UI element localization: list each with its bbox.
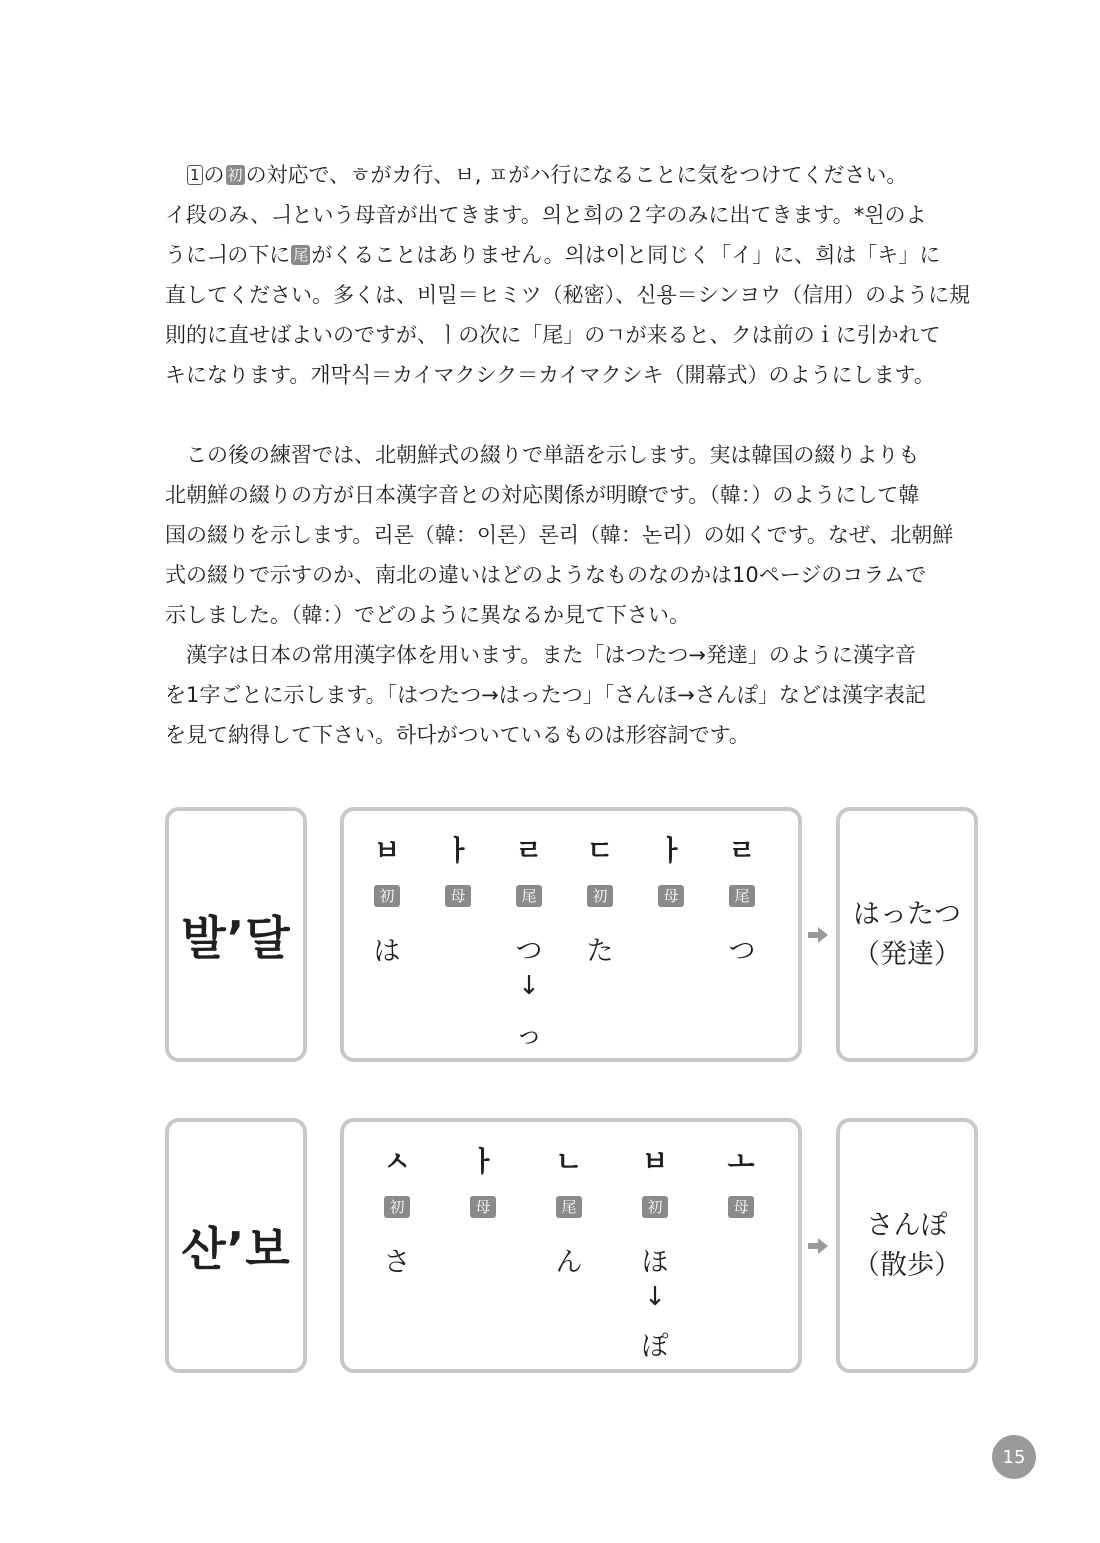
position-tag: 母 [658,885,684,907]
jamo-letter: ㅂ [373,834,401,867]
text-segment: がくることはありません。의は이と同じく「イ」に、희は「キ」に [311,243,941,267]
position-tag: 初 [587,885,613,907]
position-tag: 母 [728,1196,754,1218]
kana-reading: つ [515,936,543,967]
example-2-result-kanji: （散歩） [853,1249,961,1281]
converted-kana: っ [515,1020,543,1051]
number-tag: 1 [187,165,203,185]
example-1-word: 발’달 [181,910,291,965]
position-tag: 尾 [556,1196,582,1218]
kana-reading: ほ [641,1247,669,1278]
paragraph-2-line-3: 国の綴りを示します。리론（韓：이론）론리（韓：논리）の如くです。なぜ、北朝鮮 [165,523,954,547]
jamo-letter: ㅏ [444,834,472,867]
paragraph-1-line-1 [165,155,980,195]
position-tag: 尾 [516,885,542,907]
paragraph-1-line-5: 則的に直せばよいのですが、ㅣの次に「尾」のㄱが来ると、クは前のｉに引かれて [165,323,941,347]
jamo-letter: ㅅ [383,1145,411,1178]
jamo-letter: ㄴ [555,1145,583,1178]
page-number: 15 [992,1435,1036,1479]
text-segment: の [203,163,225,187]
final-tag: 尾 [293,246,309,264]
jamo-letter: ㄷ [586,834,614,867]
converted-kana: ぽ [641,1331,669,1362]
text-segment: うにㅢの下に [165,243,291,267]
paragraph-2-line-2: 北朝鮮の綴りの方が日本漢字音との対応関係が明瞭です。（韓：）のようにして韓 [165,483,920,507]
kana-reading: さ [383,1247,411,1278]
example-2-result-reading: さんぽ [866,1209,948,1241]
paragraph-2-line-5: 示しました。（韓：）でどのように異なるか見て下さい。 [165,603,690,627]
jamo-letter: ㅏ [657,834,685,867]
paragraph-1-line-3 [165,235,980,275]
kana-reading: は [373,936,401,967]
example-1-result-reading: はったつ [853,898,961,930]
example-2-result-card [836,1118,978,1373]
down-arrow-icon: ↓ [644,1282,666,1312]
paragraph-1-line-6: キになります。개막식＝カイマクシク＝カイマクシキ（開幕式）のようにします。 [165,363,935,387]
paragraph-3-line-1: 漢字は日本の常用漢字体を用います。また「はつたつ→発達」のように漢字音 [186,643,916,667]
text-segment: の対応で、ㅎがカ行、ㅂ, ㅍがハ行になることに気をつけてください。 [245,163,908,187]
paragraph-3-line-2: を1字ごとに示します。「はつたつ→はったつ」「さんほ→さんぽ」などは漢字表記 [165,683,926,707]
paragraph-2-line-4: 式の綴りで示すのか、南北の違いはどのようなものなのかは10ページのコラムで [165,563,927,587]
example-2-word: 산’보 [181,1221,291,1276]
paragraph-1-line-2: イ段のみ、ㅢという母音が出てきます。의と희の２字のみに出てきます。*읜のよ [165,203,927,227]
paragraph-3-line-3: を見て納得して下さい。하다がついているものは形容詞です。 [165,723,750,747]
position-tag: 初 [642,1196,668,1218]
example-2-breakdown-card [340,1118,802,1373]
jamo-letter: ㅏ [469,1145,497,1178]
body-text [165,155,980,755]
position-tag: 母 [445,885,471,907]
kana-reading: た [586,936,614,967]
example-2-word-card [165,1118,307,1373]
example-1-right-arrow-icon [806,923,830,947]
paragraph-2-line-1: この後の練習では、北朝鮮式の綴りで単語を示します。実は韓国の綴りよりも [186,443,920,467]
jamo-letter: ㅗ [727,1145,755,1178]
initial-tag: 初 [227,166,243,184]
example-1-breakdown-card [340,807,802,1062]
example-2-right-arrow-icon [806,1234,830,1258]
position-tag: 尾 [729,885,755,907]
example-1-result-card [836,807,978,1062]
jamo-letter: ㄹ [728,834,756,867]
down-arrow-icon: ↓ [518,971,540,1001]
kana-reading: つ [728,936,756,967]
position-tag: 初 [374,885,400,907]
position-tag: 母 [470,1196,496,1218]
example-1-word-card [165,807,307,1062]
position-tag: 初 [384,1196,410,1218]
kana-reading: ん [555,1247,583,1278]
jamo-letter: ㅂ [641,1145,669,1178]
example-1-result-kanji: （発達） [853,938,961,970]
paragraph-1-line-4: 直してください。多くは、비밀＝ヒミツ（秘密）、신용＝シンヨウ（信用）のように規 [165,283,971,307]
jamo-letter: ㄹ [515,834,543,867]
